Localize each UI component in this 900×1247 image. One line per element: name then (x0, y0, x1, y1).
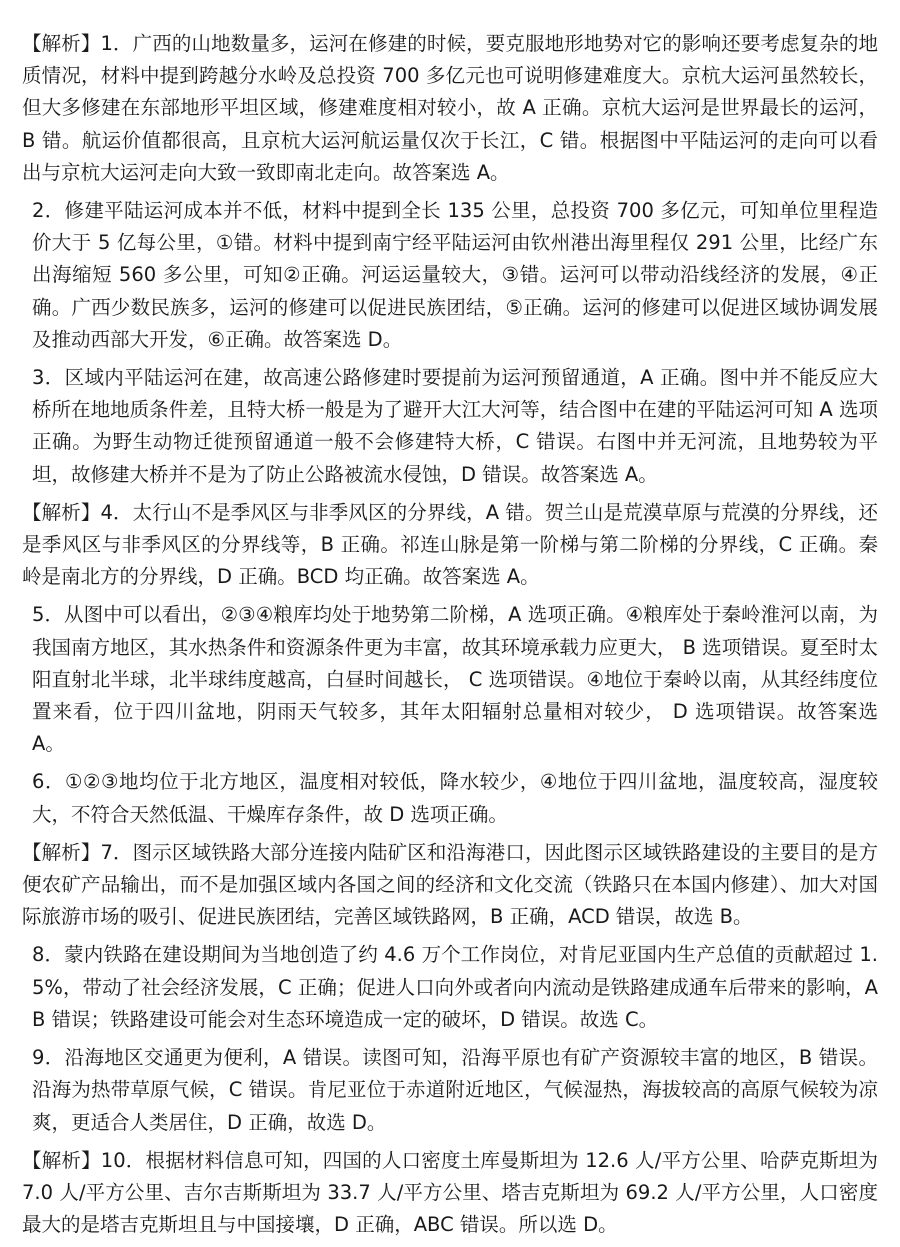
explanation-q9: 9．沿海地区交通更为便利，A 错误。读图可知，沿海平原也有矿产资源较丰富的地区，B 错误。沿海为热带草原气候，C 错误。肯尼亚位于赤道附近地区，气候湿热，海拔较高的高原气候较为凉爽，更适合人类居住，D 正确，故选 D。 (32, 1046, 878, 1134)
explanation-q1: 【解析】1．广西的山地数量多，运河在修建的时候，要克服地形地势对它的影响还要考虑复杂的地质情况，材料中提到跨越分水岭及总投资 700 多亿元也可说明修建难度大。京杭大运河虽然较长，但大多修建在东部地形平坦区域，修建难度相对较小，故 A 正确。京杭大运河是世界最长的运河，B 错。航运价值都很高，且京杭大运河航运量仅次于长江，C 错。根据图中平陆运河的走向可以看出与京杭大运河走向大致一致即南北走向。故答案选 A。 (22, 32, 878, 184)
explanation-q5: 5．从图中可以看出，②③④粮库均处于地势第二阶梯，A 选项正确。④粮库处于秦岭淮河以南，为我国南方地区，其水热条件和资源条件更为丰富，故其环境承载力应更大， B 选项错误。夏至时太阳直射北半球，北半球纬度越高，白昼时间越长， C 选项错误。④地位于秦岭以南，从其经纬度位置来看，位于四川盆地，阴雨天气较多，其年太阳辐射总量相对较少， D 选项错误。故答案选 A。 (32, 603, 878, 756)
explanation-q7: 【解析】7．图示区域铁路大部分连接内陆矿区和沿海港口，因此图示区域铁路建设的主要目的是方便农矿产品输出，而不是加强区域内各国之间的经济和文化交流（铁路只在本国内修建）、加大对国际旅游市场的吸引、促进民族团结，完善区域铁路网，B 正确，ACD 错误，故选 B。 (22, 840, 878, 929)
explanation-q2: 2．修建平陆运河成本并不低，材料中提到全长 135 公里，总投资 700 多亿元，可知单位里程造价大于 5 亿每公里，①错。材料中提到南宁经平陆运河由钦州港出海里程仅 291 公里，比经广东出海缩短 560 多公里，可知②正确。河运运量较大，③错。运河可以带动沿线经济的发展，④正确。广西少数民族多，运河的修建可以促进民族团结，⑤正确。运河的修建可以促进区域协调发展及推动西部大开发，⑥正确。故答案选 D。 (32, 199, 878, 351)
explanation-q4: 【解析】4．太行山不是季风区与非季风区的分界线，A 错。贺兰山是荒漠草原与荒漠的分界线，还是季风区与非季风区的分界线等，B 正确。祁连山脉是第一阶梯与第二阶梯的分界线，C 正确。秦岭是南北方的分界线，D 正确。BCD 均正确。故答案选 A。 (22, 500, 878, 589)
explanation-q6: 6．①②③地均位于北方地区，温度相对较低，降水较少，④地位于四川盆地，温度较高，湿度较大，不符合天然低温、干燥库存条件，故 D 选项正确。 (32, 770, 878, 826)
explanation-q10: 【解析】10．根据材料信息可知，四国的人口密度土库曼斯坦为 12.6 人/平方公里、哈萨克斯坦为 7.0 人/平方公里、吉尔吉斯斯坦为 33.7 人/平方公里、塔吉克斯坦为 69.2 人/平方公里，人口密度最大的是塔吉克斯坦且与中国接壤，D 正确，ABC 错误。所以选 D。 (22, 1148, 878, 1237)
explanation-q3: 3．区域内平陆运河在建，故高速公路修建时要提前为运河预留通道，A 正确。图中并不能反应大桥所在地地质条件差，且特大桥一般是为了避开大江大河等，结合图中在建的平陆运河可知 A 选项正确。为野生动物迁徙预留通道一般不会修建特大桥，C 错误。右图中并无河流，且地势较为平坦，故修建大桥并不是为了防止公路被流水侵蚀，D 错误。故答案选 A。 (32, 366, 878, 486)
explanation-q8: 8．蒙内铁路在建设期间为当地创造了约 4.6 万个工作岗位，对肯尼亚国内生产总值的贡献超过 1.5%，带动了社会经济发展，C 正确；促进人口向外或者向内流动是铁路建成通车后带来的影响，AB 错误；铁路建设可能会对生态环境造成一定的破坏，D 错误。故选 C。 (32, 943, 878, 1031)
